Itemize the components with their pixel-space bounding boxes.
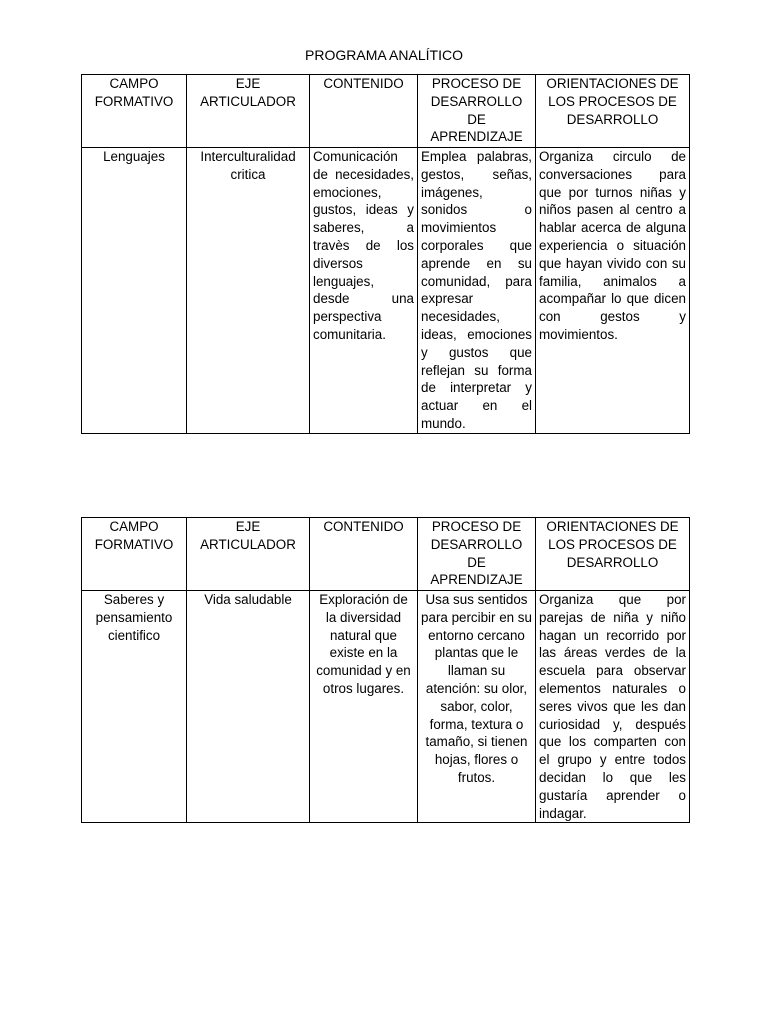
- header-orientaciones: ORIENTACIONES DE LOS PROCESOS DE DESARROLLO: [536, 518, 690, 591]
- document-title: PROGRAMA ANALÍTICO: [305, 47, 463, 63]
- cell-orientaciones: Organiza circulo de conversaciones para que por turnos niñas y niños pasen al centro a hablar acerca de alguna experiencia o situación que hayan vivido con su familia, animalos a acompañar lo que dicen con gestos y movimientos.: [536, 148, 690, 434]
- header-campo-formativo: CAMPO FORMATIVO: [82, 518, 187, 591]
- cell-eje-articulador: Interculturalidad critica: [187, 148, 310, 434]
- header-proceso: PROCESO DE DESARROLLO DE APRENDIZAJE: [418, 518, 536, 591]
- table-header-row: [82, 518, 690, 591]
- table-header-row: [82, 75, 690, 148]
- header-campo-formativo: CAMPO FORMATIVO: [82, 75, 187, 148]
- cell-eje-articulador: Vida saludable: [187, 591, 310, 823]
- cell-proceso: Usa sus sentidos para percibir en su entorno cercano plantas que le llaman su atención: su olor, sabor, color, forma, textura o tamaño, si tienen hojas, flores o frutos.: [418, 591, 536, 823]
- cell-proceso: Emplea palabras, gestos, señas, imágenes, sonidos o movimientos corporales que aprende en su comunidad, para expresar necesidades, ideas, emociones y gustos que reflejan su forma de interpretar y actuar en el mundo.: [418, 148, 536, 434]
- table-row: [82, 148, 690, 434]
- header-orientaciones: ORIENTACIONES DE LOS PROCESOS DE DESARROLLO: [536, 75, 690, 148]
- header-contenido: CONTENIDO: [310, 518, 418, 591]
- program-table-2: [81, 517, 690, 823]
- cell-orientaciones: Organiza que por parejas de niña y niño hagan un recorrido por las áreas verdes de la escuela para observar elementos naturales o seres vivos que les dan curiosidad y, después que los comparten con el grupo y entre todos decidan lo que les gustaría aprender o indagar.: [536, 591, 690, 823]
- header-proceso: PROCESO DE DESARROLLO DE APRENDIZAJE: [418, 75, 536, 148]
- cell-campo-formativo: Lenguajes: [82, 148, 187, 434]
- header-contenido: CONTENIDO: [310, 75, 418, 148]
- cell-contenido: Exploración de la diversidad natural que existe en la comunidad y en otros lugares.: [310, 591, 418, 823]
- cell-campo-formativo: Saberes y pensamiento cientifico: [82, 591, 187, 823]
- table-row: [82, 591, 690, 823]
- program-table-1: [81, 74, 690, 434]
- header-eje-articulador: EJE ARTICULADOR: [187, 518, 310, 591]
- cell-contenido: Comunicación de necesidades, emociones, gustos, ideas y saberes, a travès de los diversos lenguajes, desde una perspectiva comunitaria.: [310, 148, 418, 434]
- header-eje-articulador: EJE ARTICULADOR: [187, 75, 310, 148]
